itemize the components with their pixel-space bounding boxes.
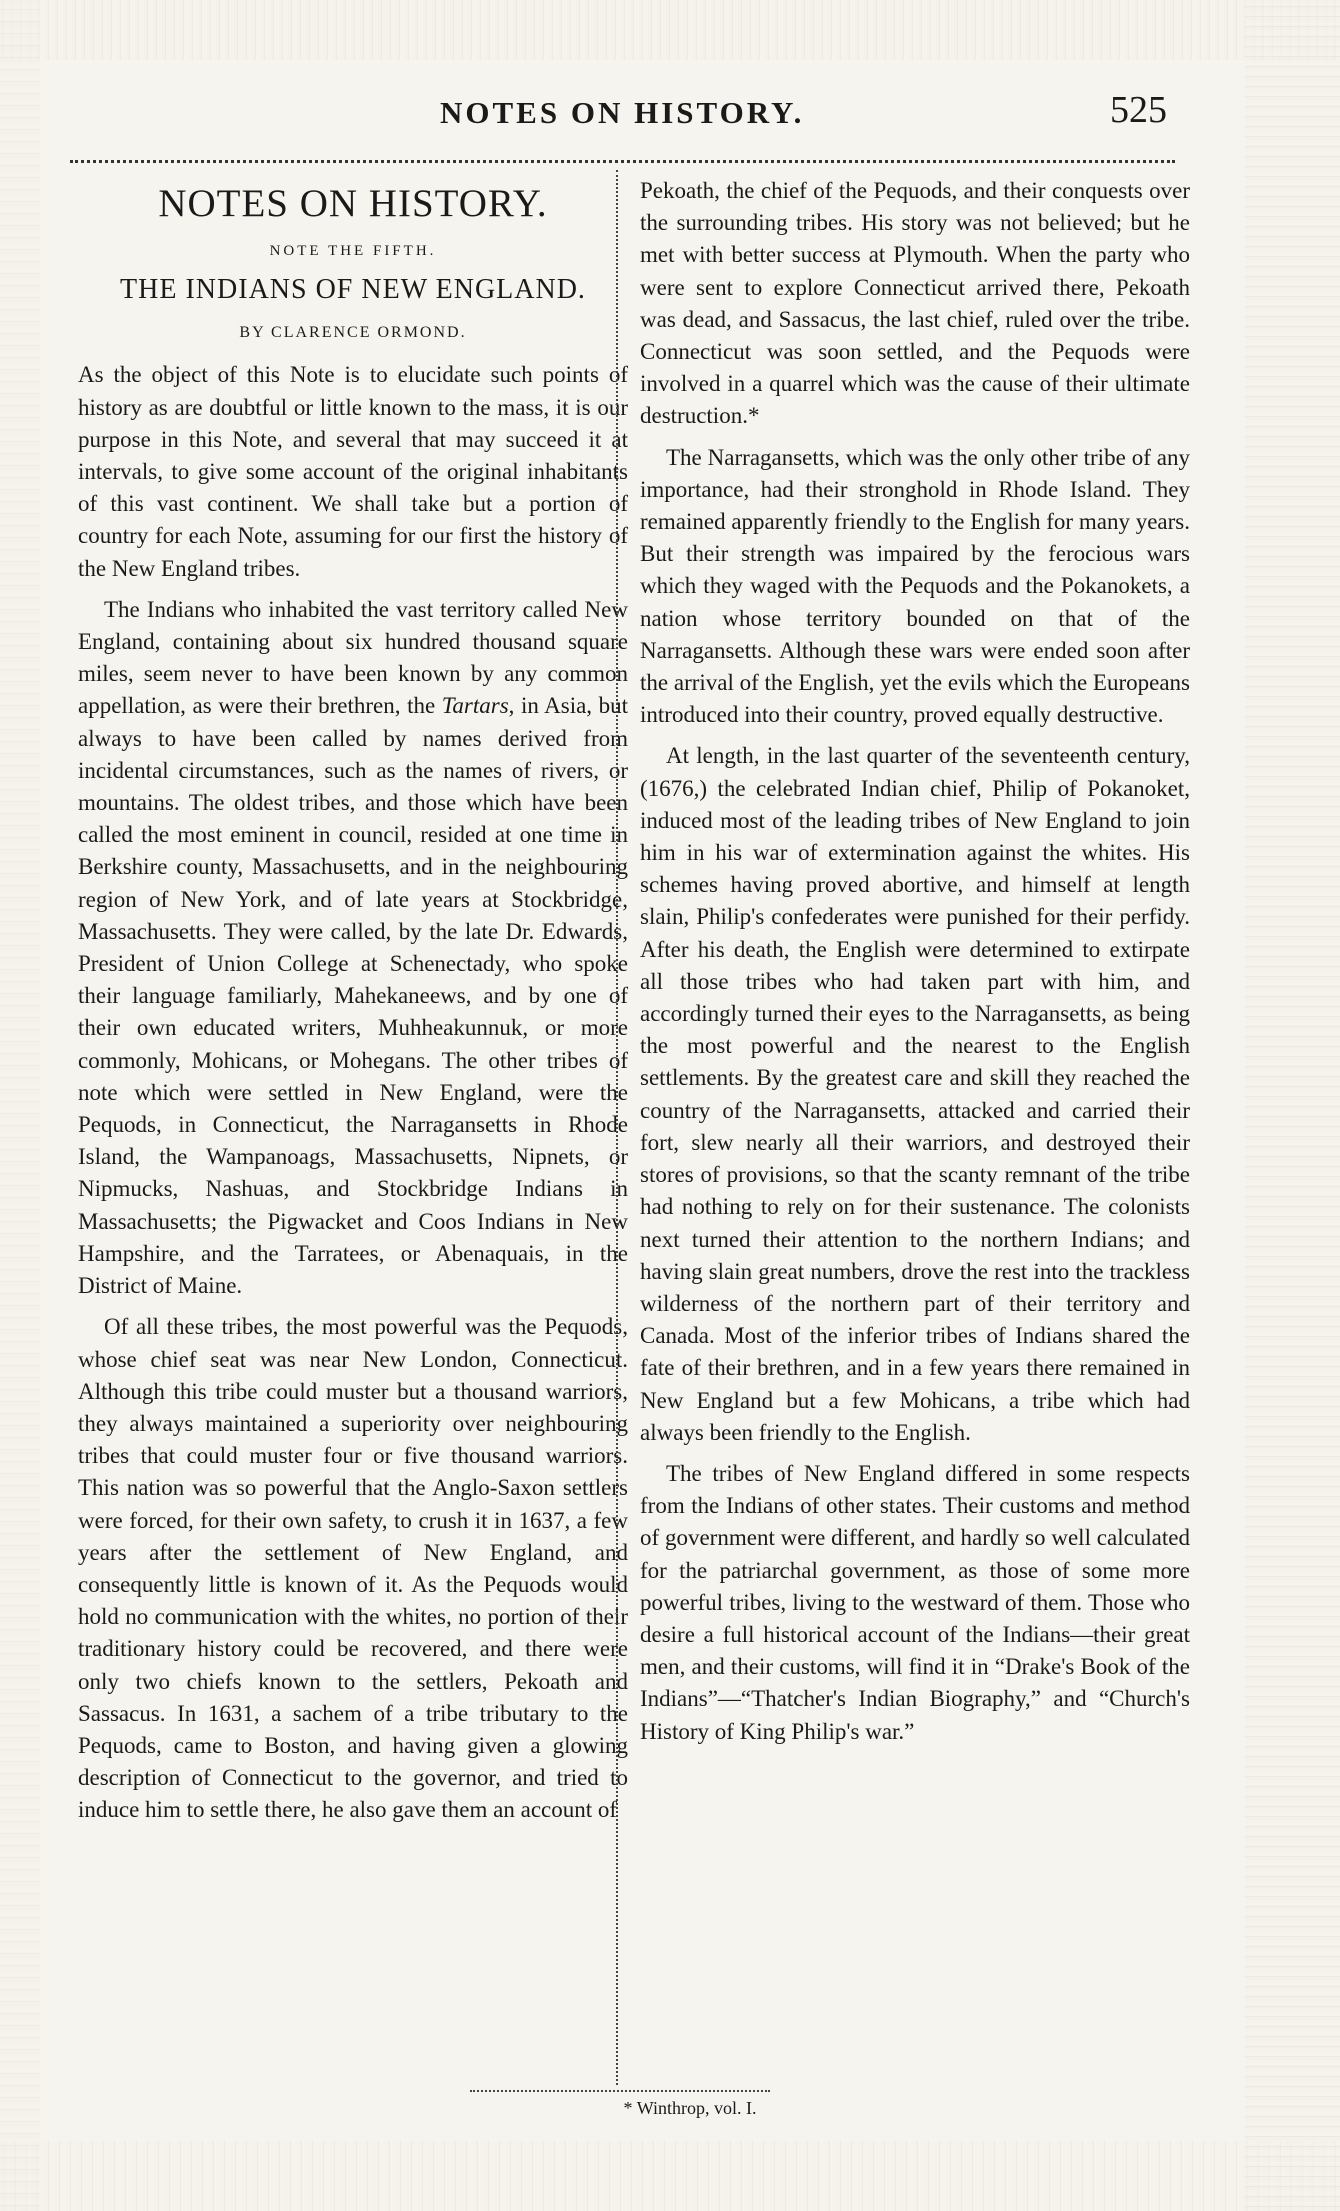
header-rule [70, 160, 1175, 163]
paragraph: The tribes of New England differed in some respects from the Indians of other states. Their customs and method of government were different, and hardly so well calculated for the patriarchal government, as those of some more powerful tribes, living to the westward of them. Those who desire a full historical account of the Indians—their great men, and their customs, will find it in “Drake's Book of the Indians”—“Thatcher's Indian Biography,” and “Church's History of King Philip's war.” [640, 1460, 1190, 1744]
paragraph-text: The Indians who inhabited the vast territory called New England, containing about six hundred thousand square miles, seem never to have been known by any common appellation, as were their brethren, the [78, 596, 628, 719]
page-number: 525 [1110, 89, 1167, 131]
byline: BY CLARENCE ORMOND. [239, 324, 467, 342]
paragraph-text: , in Asia, but always to have been called by names derived from incidental circumstances, such as the names of rivers, or mountains. The oldest tribes, and those which have been called the most eminent in council, resided at one time in Berkshire county, Massachusetts, and in the neighbouring region of New York, and of late years at Stockbridge, Massachusetts. They were called, by the late Dr. Edwards, President of Union College at Schenectady, who spoke their language familiarly, Mahekaneews, and by one of their own educated writers, Muhheakunnuk, or more commonly, Mohicans, or Mohegans. The other tribes of note which were settled in New England, were the Pequods, in Connecticut, the Narragansetts in Rhode Island, the Wampanoags, Massachusetts, Nipnets, or Nipmucks, Nashuas, and Stockbridge Indians in Massachusetts; the Pigwacket and Coos Indians in New Hampshire, and the Tarratees, or Abenaquais, in the District of Maine. [78, 693, 629, 1299]
paragraph: As the object of this Note is to elucidate such points of history as are doubtful or little known to the mass, it is our purpose in this Note, and several that may succeed it at intervals, to give some account of the original inhabitants of this vast continent. We shall take but a portion of country for each Note, assuming for our first the history of the New England tribes. [78, 362, 628, 581]
scan-noise-top [0, 0, 1340, 60]
footnote-text: * Winthrop, vol. I. [623, 2098, 757, 2118]
column-divider [616, 170, 618, 2085]
paragraph: At length, in the last quarter of the seventeenth century, (1676,) the celebrated Indian chief, Philip of Pokanoket, induced most of the leading tribes of New England to join him in his war of extermination against the whites. His schemes having proved abortive, and himself at length slain, Philip's confederates were punished for their perfidy. After his death, the English were determined to extirpate all those tribes who had taken part with him, and accordingly turned their eyes to the Narragansetts, as being the most powerful and the nearest to the English settlements. By the greatest care and skill they reached the country of the Narragansetts, attacked and carried their fort, slew nearly all their warriors, and destroyed their stores of provisions, so that the scanty remnant of the tribe had nothing to rely on for their sustenance. The colonists next turned their attention to the northern Indians; and having slain great numbers, drove the rest into the trackless wilderness of the northern part of their territory and Canada. Most of the inferior tribes of Indians shared the fate of their brethren, and in a few years there remained in New England but a few Mohicans, a tribe which had always been friendly to the English. [640, 743, 1190, 1445]
scan-noise-left [0, 0, 40, 2211]
paragraph: Of all these tribes, the most powerful was the Pequods, whose chief seat was near New London, Connecticut. Although this tribe could muster but a thousand warriors, they always maintained a superiority over neighbouring tribes that could muster four or five thousand warriors. This nation was so powerful that the Anglo-Saxon settlers were forced, for their own safety, to crush it in 1637, a few years after the settlement of New England, and consequently little is known of it. As the Pequods would hold no communication with the whites, no portion of their traditionary history could be recovered, and there were only two chiefs known to the settlers, Pekoath and Sassacus. In 1631, a sachem of a tribe tributary to the Pequods, came to Boston, and having given a glowing description of Connecticut to the governor, and tried to induce him to settle there, he also gave them an account of [78, 1314, 628, 1823]
footnote [0, 2098, 1340, 2119]
article-title: NOTES ON HISTORY. [158, 182, 548, 225]
paragraph: Pekoath, the chief of the Pequods, and their conquests over the surrounding tribes. His story was not believed; but he met with better success at Plymouth. When the party who were sent to explore Connecticut arrived there, Pekoath was dead, and Sassacus, the last chief, ruled over the tribe. Connecticut was soon settled, and the Pequods were involved in a quarrel which was the cause of their ultimate destruction.* [640, 178, 1190, 429]
right-column [640, 175, 1190, 1757]
running-head: NOTES ON HISTORY. [440, 95, 805, 130]
italic-term: Tartars [441, 693, 509, 719]
paragraph [78, 594, 628, 1302]
footnote-rule [470, 2090, 770, 2092]
article-subtitle: THE INDIANS OF NEW ENGLAND. [120, 274, 586, 306]
note-number: NOTE THE FIFTH. [269, 243, 437, 259]
paragraph: The Narragansetts, which was the only other tribe of any importance, had their stronghold in Rhode Island. They remained apparently friendly to the English for many years. But their strength was impaired by the ferocious wars which they waged with the Pequods and the Pokanokets, a nation whose territory bounded on that of the Narragansetts. Although these wars were ended soon after the arrival of the English, yet the evils which the Europeans introduced into their country, proved equally destructive. [640, 444, 1190, 728]
scan-noise-bottom [0, 2141, 1340, 2211]
left-column [78, 175, 628, 1836]
scan-noise-right [1245, 0, 1340, 2211]
